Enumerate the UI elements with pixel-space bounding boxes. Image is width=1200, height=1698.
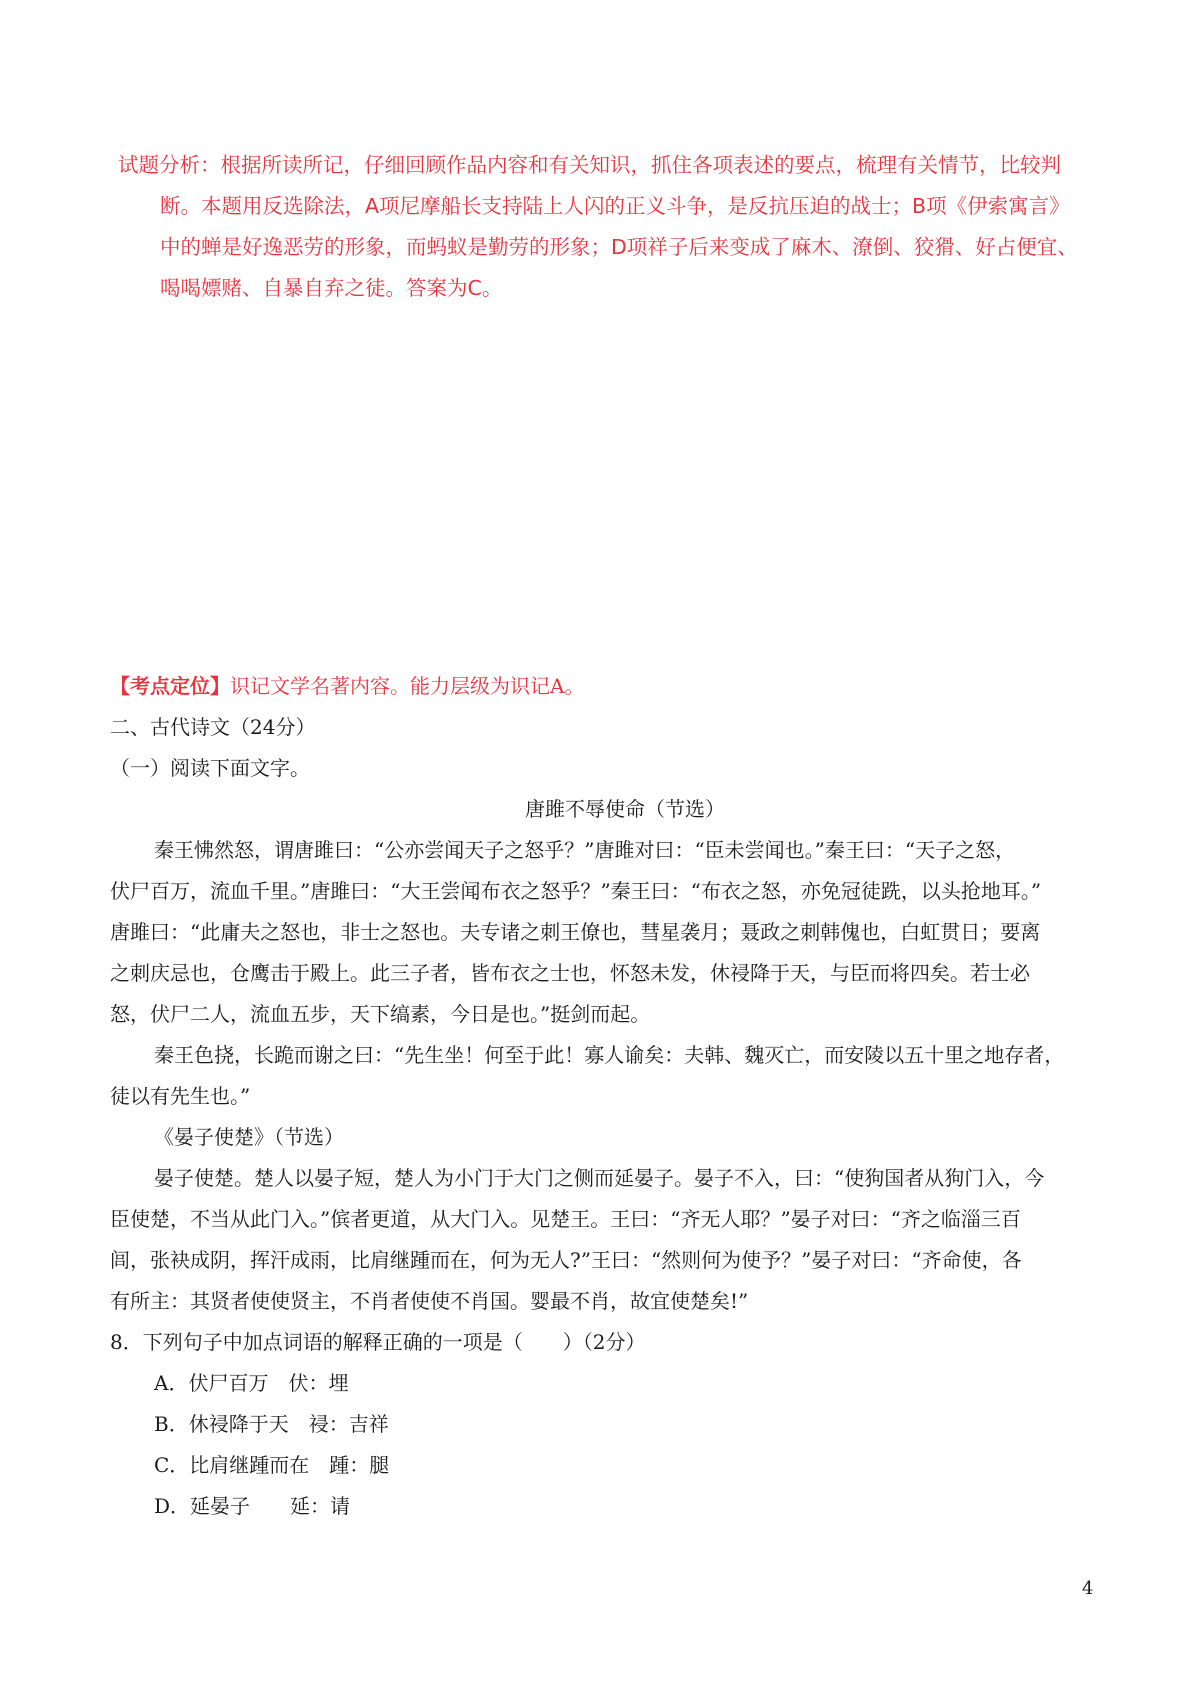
passage1-title: 唐雎不辱使命（节选） <box>525 797 725 821</box>
analysis-line: 中的蝉是好逸恶劳的形象，而蚂蚁是勤劳的形象；D项祥子后来变成了麻木、潦倒、狡猾、好占便宜、 <box>160 235 1078 259</box>
passage1-line: 之刺庆忌也，仓鹰击于殿上。此三子者，皆布衣之士也，怀怒未发，休祲降于天，与臣而将四矣。若士必 <box>110 961 1030 985</box>
kaodian-tag: 【考点定位】 <box>110 674 230 698</box>
kaodian-line <box>110 666 1100 707</box>
passage2-title: 《晏子使楚》（节选） <box>154 1125 344 1149</box>
passage1-line: 伏尸百万，流血千里。”唐雎曰：“大王尝闻布衣之怒乎？”秦王曰：“布衣之怒，亦免冠徒跣，以头抢地耳。” <box>110 879 1042 903</box>
main-content <box>110 666 1100 1527</box>
page-number: 4 <box>1082 1578 1094 1599</box>
passage2-line: 晏子使楚。楚人以晏子短，楚人为小门于大门之侧而延晏子。晏子不入，曰：“使狗国者从狗门入，今 <box>154 1166 1045 1190</box>
passage1-line: 秦王色挠，长跪而谢之曰：“先生坐！何至于此！寡人谕矣：夫韩、魏灭亡，而安陵以五十里之地存者， <box>154 1043 1065 1067</box>
passage1-line: 怒，伏尸二人，流血五步，天下缟素，今日是也。”挺剑而起。 <box>110 1002 651 1026</box>
analysis-block <box>118 145 1078 309</box>
analysis-line: 喝喝嫖赌、自暴自弃之徒。答案为C。 <box>160 276 503 300</box>
question-option-c: C．比肩继踵而在 踵：腿 <box>154 1453 390 1477</box>
analysis-line: 断。本题用反选除法，A项尼摩船长支持陆上人闪的正义斗争，是反抗压迫的战士；B项《伊索寓言》 <box>160 194 1070 218</box>
passage2-line: 臣使楚，不当从此门入。”傧者更道，从大门入。见楚王。王曰：“齐无人耶？”晏子对曰：“齐之临淄三百 <box>110 1207 1021 1231</box>
subsection-heading: （一）阅读下面文字。 <box>110 756 310 780</box>
analysis-line: 试题分析：根据所读所记，仔细回顾作品内容和有关知识，抓住各项表述的要点，梳理有关情节，比较判 <box>118 153 1061 177</box>
question-stem: 8．下列句子中加点词语的解释正确的一项是（ ）（2分） <box>110 1330 646 1354</box>
question-option-a: A．伏尸百万 伏：埋 <box>154 1371 349 1395</box>
question-option-d: D．延晏子 延：请 <box>154 1494 351 1518</box>
passage1-line: 徒以有先生也。” <box>110 1084 251 1108</box>
passage2-line: 有所主：其贤者使使贤主，不肖者使使不肖国。婴最不肖，故宜使楚矣!” <box>110 1289 749 1313</box>
passage1-line: 秦王怫然怒，谓唐雎曰：“公亦尝闻天子之怒乎？”唐雎对曰：“臣未尝闻也。”秦王曰：“天子之怒， <box>154 838 1016 862</box>
section-heading: 二、古代诗文（24分） <box>110 715 316 739</box>
passage2-line: 闾，张袂成阴，挥汗成雨，比肩继踵而在，何为无人?”王曰：“然则何为使予？”晏子对曰：“齐命使，各 <box>110 1248 1022 1272</box>
question-option-b: B．休祲降于天 祲：吉祥 <box>154 1412 389 1436</box>
kaodian-text: 识记文学名著内容。能力层级为识记A。 <box>230 674 585 698</box>
passage1-line: 唐雎曰：“此庸夫之怒也，非士之怒也。夫专诸之刺王僚也，彗星袭月；聂政之刺韩傀也，白虹贯日；要离 <box>110 920 1041 944</box>
